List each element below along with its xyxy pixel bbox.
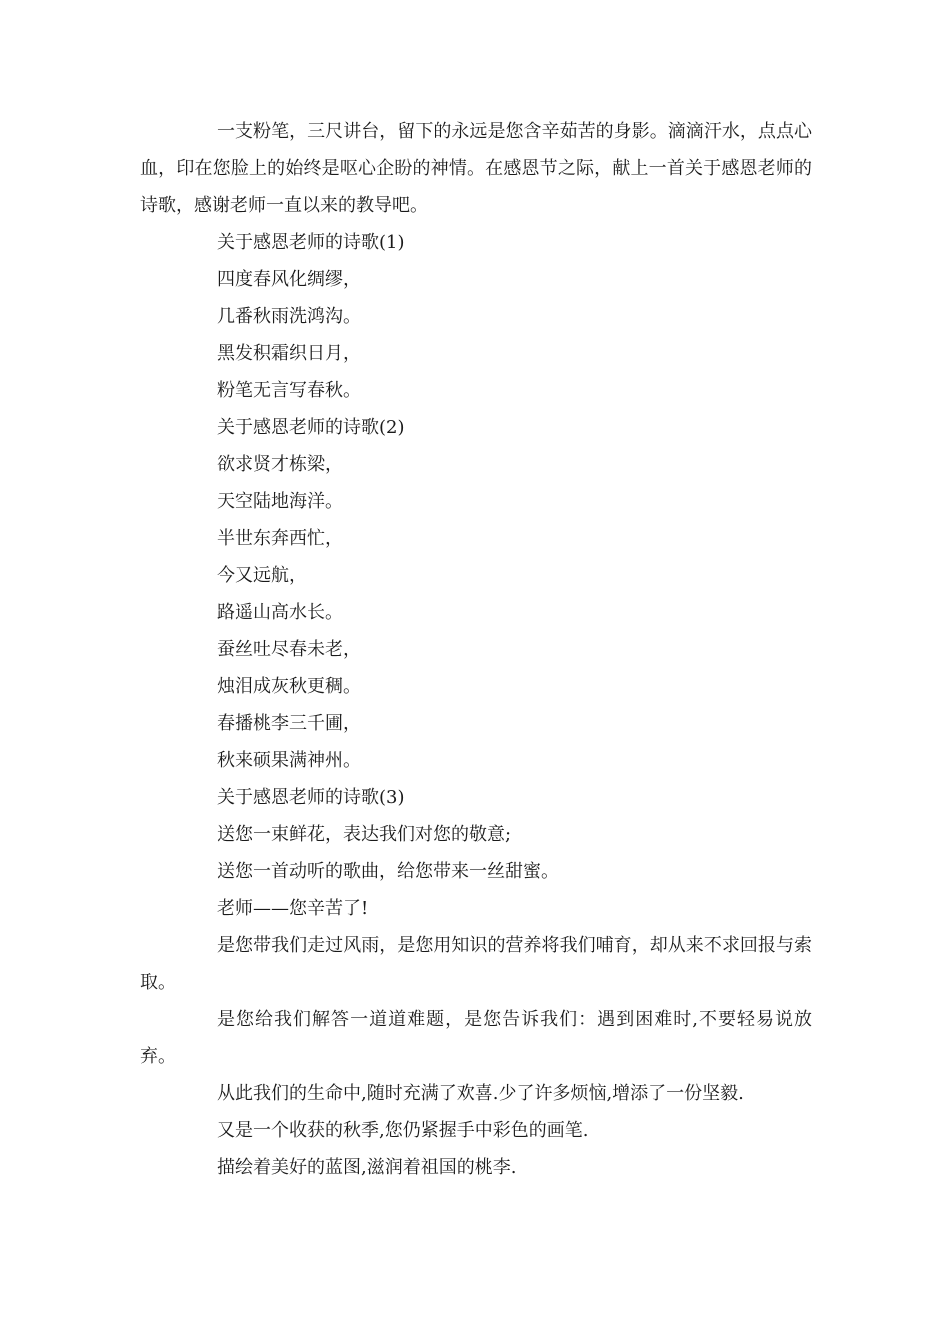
- poem-3-line-2: 送您一首动听的歌曲，给您带来一丝甜蜜。: [217, 861, 559, 882]
- poem-1-line-4: 粉笔无言写春秋。: [217, 380, 361, 401]
- poem-2-line-4: 今又远航，: [217, 565, 307, 586]
- poem-2-line-2: 天空陆地海洋。: [217, 491, 343, 512]
- poem-2-line-7: 烛泪成灰秋更稠。: [217, 676, 361, 697]
- poem-3-line-6: 从此我们的生命中,随时充满了欢喜.少了许多烦恼,增添了一份坚毅.: [217, 1083, 744, 1104]
- poem-3-line-8: 描绘着美好的蓝图,滋润着祖国的桃李.: [217, 1157, 517, 1178]
- poem-3-heading: 关于感恩老师的诗歌(3): [217, 787, 405, 808]
- poem-2-line-1: 欲求贤才栋梁，: [217, 454, 343, 475]
- poem-2-line-9: 秋来硕果满神州。: [217, 750, 361, 771]
- poem-1-line-3: 黑发积霜织日月，: [217, 343, 361, 364]
- poem-2-line-5: 路遥山高水长。: [217, 602, 343, 623]
- poem-1-line-1: 四度春风化绸缪，: [217, 269, 361, 290]
- poem-1-line-2: 几番秋雨洗鸿沟。: [217, 306, 361, 327]
- poem-3-line-4: 是您带我们走过风雨，是您用知识的营养将我们哺育，却从来不求回报与索取。: [140, 935, 812, 993]
- poem-2-heading: 关于感恩老师的诗歌(2): [217, 417, 405, 438]
- poem-3-line-5: 是您给我们解答一道道难题，是您告诉我们：遇到困难时,不要轻易说放弃。: [140, 1009, 812, 1067]
- document-body: [140, 113, 812, 1186]
- intro-paragraph: 一支粉笔，三尺讲台，留下的永远是您含辛茹苦的身影。滴滴汗水，点点心血，印在您脸上的始终是呕心企盼的神情。在感恩节之际，献上一首关于感恩老师的诗歌，感谢老师一直以来的教导吧。: [140, 121, 812, 216]
- poem-3-line-3: 老师——您辛苦了!: [217, 898, 369, 919]
- poem-2-line-6: 蚕丝吐尽春未老，: [217, 639, 361, 660]
- poem-2-line-3: 半世东奔西忙，: [217, 528, 343, 549]
- poem-3-line-1: 送您一束鲜花，表达我们对您的敬意;: [217, 824, 512, 845]
- poem-3-line-7: 又是一个收获的秋季,您仍紧握手中彩色的画笔.: [217, 1120, 589, 1141]
- poem-2-line-8: 春播桃李三千圃，: [217, 713, 361, 734]
- poem-1-heading: 关于感恩老师的诗歌(1): [217, 232, 405, 253]
